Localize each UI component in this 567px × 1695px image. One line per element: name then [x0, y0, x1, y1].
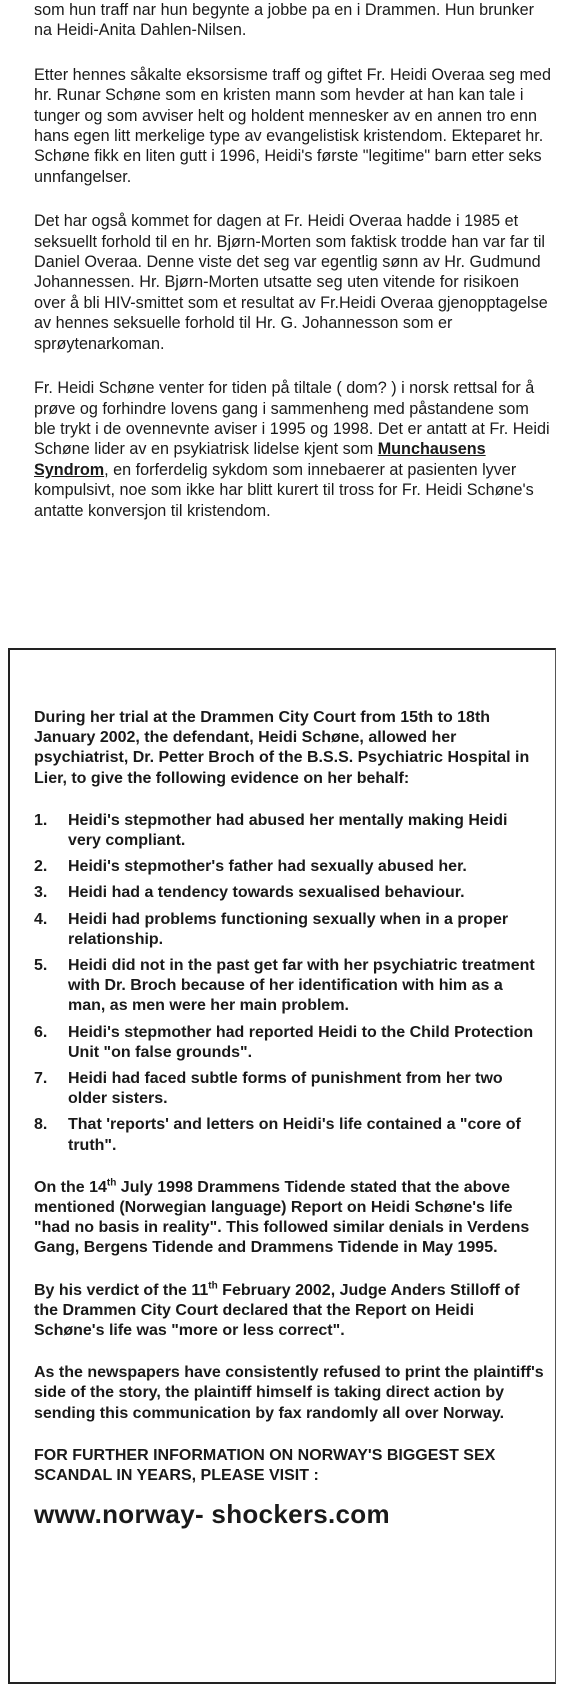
english-notice-box	[8, 648, 556, 1684]
fax-paragraph: As the newspapers have consistently refused to print the plaintiff's side of the story, the plaintiff himself is taking direct action by sending this communication by fax randomly all over Norway.	[34, 1364, 544, 1422]
paragraph-3: Det har også kommet for dagen at Fr. Heidi Overaa hadde i 1985 et seksuellt forhold til en hr. Bjørn-Morten som faktisk trodde han var far til Daniel Overaa. Denne viste det seg var egentlig sønn av Hr. Gudmund Johannessen. Hr. Bjørn-Morten utsatte seg uten vitende for risikoen over å bli HIV-smittet som et resultat av Fr.Heidi Overaa gjenopptagelse av hennes seksuelle forhold til Hr. G. Johannesson som er sprøytenarkoman.	[34, 212, 548, 353]
list-item: 6. Heidi's stepmother had reported Heidi to the Child Protection Unit "on false grounds".	[34, 1023, 534, 1061]
verdict-paragraph: By his verdict of the 11th February 2002, Judge Anders Stilloff of the Drammen City Court declared that the Report on Heidi Schøne's life was "more or less correct".	[34, 1280, 520, 1340]
english-notice-content	[34, 708, 544, 1530]
drammens-tidende-paragraph: On the 14th July 1998 Drammens Tidende stated that the above mentioned (Norwegian language) Report on Heidi Schøne's life "had no basis in reality". This followed similar denials in Verdens Gang, Bergens Tidende and Drammens Tidende in May 1995.	[34, 1177, 530, 1257]
paragraph-4	[34, 378, 554, 521]
list-item: 4. Heidi had problems functioning sexually when in a proper relationship.	[34, 910, 509, 948]
further-info-heading: FOR FURTHER INFORMATION ON NORWAY'S BIGGEST SEX SCANDAL IN YEARS, PLEASE VISIT :	[34, 1446, 496, 1485]
evidence-list	[34, 811, 544, 1156]
list-item: 2. Heidi's stepmother's father had sexually abused her.	[34, 858, 467, 876]
list-item: 1. Heidi's stepmother had abused her mentally making Heidi very compliant.	[34, 811, 508, 850]
website-url[interactable]: www.norway- shockers.com	[34, 1499, 390, 1530]
munchausen-link[interactable]: Munchausens Syndrom	[34, 440, 486, 479]
list-item: 7. Heidi had faced subtle forms of punishment from her two older sisters.	[34, 1070, 503, 1108]
paragraph-4-text-a: Fr. Heidi Schøne venter for tiden på tiltale ( dom? ) i norsk rettsal for å prøve og forhindre lovens gang i sammenheng med påstandene som ble trykt i de ovennevnte aviser i 1995 og 1998. Det er antatt at Fr. Heidi Schøne lider av en psykiatrisk lidelse kjent som	[34, 379, 550, 459]
paragraph-2: Etter hennes såkalte eksorsisme traff og giftet Fr. Heidi Overaa seg med hr. Runar Schøne som en kristen mann som hevder at han kan tale i tunger og som avviser helt og holdent mennesker av en annen tro enn hans egen litt merkelige type av evangelistisk kristendom. Ekteparet hr. Schøne fikk en liten gutt i 1996, Heidi's første "legitime" barn etter seks unnfangelser.	[34, 65, 552, 186]
paragraph-4-text-b: , en forferdelig sykdom som innebaerer at pasienten lyver kompulsivt, noe som ikke har blitt kurert til tross for Fr. Heidi Schøne's antatte konversjon til kristendom.	[34, 460, 534, 520]
list-item: 8. That 'reports' and letters on Heidi's life contained a "core of truth".	[34, 1116, 521, 1154]
paragraph-1: som hun traff nar hun begynte a jobbe pa en i Drammen. Hun brunker na Heidi-Anita Dahlen-Nilsen.	[34, 1, 535, 40]
norwegian-text-section	[34, 0, 554, 545]
list-item: 3. Heidi had a tendency towards sexualised behaviour.	[34, 884, 465, 902]
trial-intro: During her trial at the Drammen City Court from 15th to 18th January 2002, the defendant, Heidi Schøne, allowed her psychiatrist, Dr. Petter Broch of the B.S.S. Psychiatric Hospital in Lier, to give the following evidence on her behalf:	[34, 709, 530, 787]
list-item: 5. Heidi did not in the past get far with her psychiatric treatment with Dr. Broch because of her identification with him as a man, as men were her main problem.	[34, 957, 535, 1015]
